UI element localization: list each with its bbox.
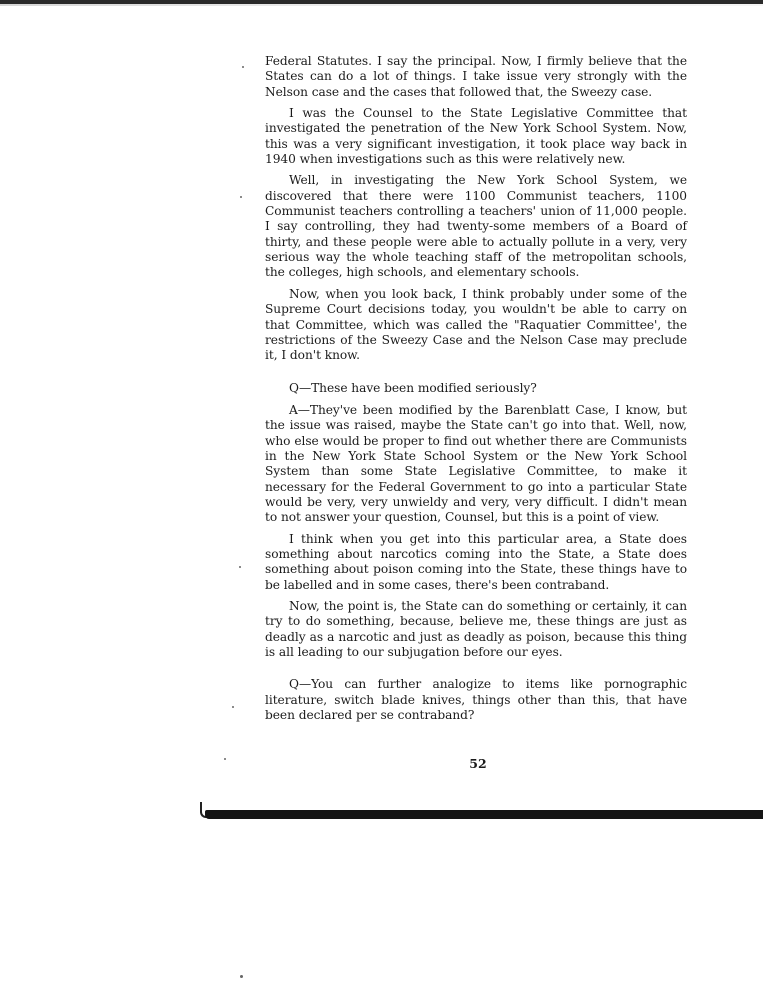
scan-top-shadow <box>0 4 763 6</box>
question-1: Q—These have been modified seriously? <box>289 380 537 395</box>
question-2: Q—You can further analogize to items like pornographic literature, switch blade knives, things other than this, that have been declared per se contraband? <box>265 677 687 723</box>
scan-speck <box>232 706 234 708</box>
scan-speck <box>242 66 244 68</box>
scan-speck <box>224 758 226 760</box>
page-body-text <box>265 54 687 729</box>
paragraph-4: Now, when you look back, I think probably under some of the Supreme Court decisions today, you wouldn't be able to carry on that Committee, which was called the "Raquatier Committee', the restrictions of the Sweezy Case and the Nelson Case may preclude it, I don't know. <box>265 286 687 363</box>
scan-bottom-edge <box>205 810 763 819</box>
paragraph-3: Well, in investigating the New York School System, we discovered that there were 1100 Communist teachers, 1100 Communist teachers controlling a teachers' union of 11,000 people. I say controlling, they had twenty-some members of a Board of thirty, and these people were able to actually pollute in a very, very serious way the whole teaching staff of the metropolitan schools, the colleges, high schools, and elementary schools. <box>265 173 687 280</box>
paragraph-1: Federal Statutes. I say the principal. Now, I firmly believe that the States can do a lot of things. I take issue very strongly with the Nelson case and the cases that followed that, the Sweezy case. <box>265 54 687 99</box>
scan-speck <box>240 975 243 978</box>
scan-speck <box>239 566 241 568</box>
answer-1: A—They've been modified by the Barenblatt Case, I know, but the issue was raised, maybe the State can't go into that. Well, now, who else would be proper to find out whether there are Communists in the New York State School System or the New York School System than some State Legislative Committee, to make it necessary for the Federal Government to go into a particular State would be very, very unwieldy and very, very difficult. I didn't mean to not answer your question, Counsel, but this is a point of view. <box>265 402 687 525</box>
paragraph-2: I was the Counsel to the State Legislative Committee that investigated the penetration of the New York School System. Now, this was a very significant investigation, it took place way back in 1940 when investigations such as this were relatively new. <box>265 106 687 167</box>
paragraph-8: Now, the point is, the State can do something or certainly, it can try to do something, because, believe me, these things are just as deadly as a narcotic and just as deadly as poison, because this thing is all leading to our subjugation before our eyes. <box>265 599 687 660</box>
paragraph-7: I think when you get into this particular area, a State does something about narcotics coming into the State, a State does something about poison coming into the State, these things have to be labelled and in some cases, there's been contraband. <box>265 531 687 592</box>
scan-speck <box>240 196 242 198</box>
page-number: 52 <box>469 756 487 771</box>
